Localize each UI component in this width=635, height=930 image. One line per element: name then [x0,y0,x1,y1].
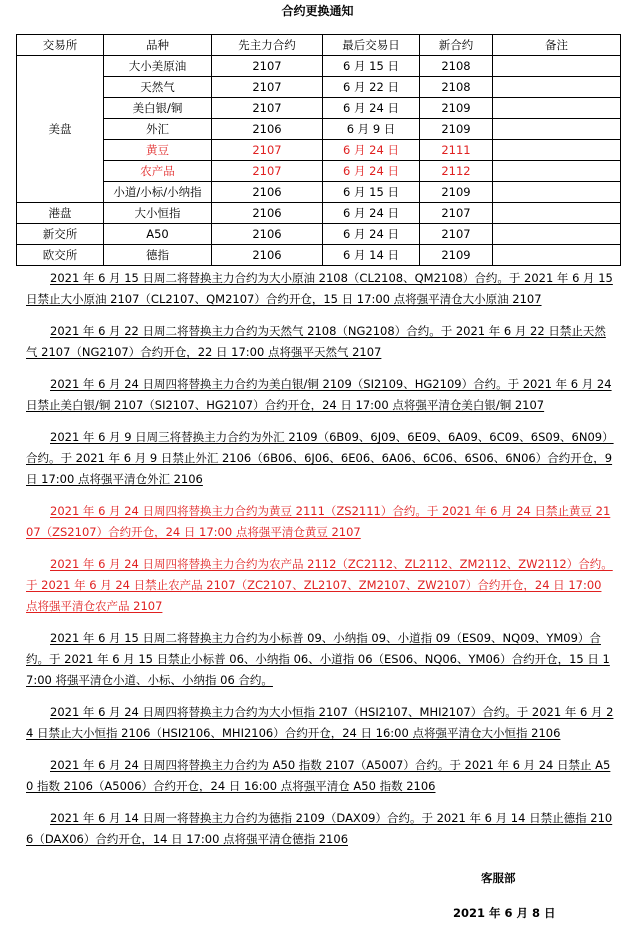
cell-note [493,56,621,77]
signature-department: 客服部 [481,871,516,885]
cell-product: 德指 [104,245,212,266]
table-row [17,98,621,119]
cell-exchange: 欧交所 [17,245,104,266]
cell-note [493,119,621,140]
table-row [17,203,621,224]
table-row [17,161,621,182]
cell-last-trading-day: 6 月 9 日 [323,119,420,140]
notice-paragraph: 2021 年 6 月 9 日周三将替换主力合约为外汇 2109（6B09、6J09、6E09、6A09、6C09、6S09、6N09）合约。于 2021 年 6 月 9 日禁止外汇 2106（6B06、6J06、6E06、6A06、6C06、6S06、6N06）合约开仓，9 日 17:00 点将强平清仓外汇 2106 [26,430,614,486]
table-row [17,119,621,140]
table-row [17,140,621,161]
header-last-trading-day: 最后交易日 [323,35,420,56]
notice-paragraph: 2021 年 6 月 24 日周四将替换主力合约为农产品 2112（ZC2112、ZL2112、ZM2112、ZW2112）合约。于 2021 年 6 月 24 日禁止农产品 2107（ZC2107、ZL2107、ZM2107、ZW2107）合约开仓，24 日 17:00 点将强平清仓农产品 2107 [26,557,613,613]
cell-exchange: 美盘 [17,56,104,203]
contract-table [16,34,621,266]
cell-old-contract: 2107 [212,161,323,182]
cell-old-contract: 2107 [212,77,323,98]
notice-paragraph: 2021 年 6 月 24 日周四将替换主力合约为黄豆 2111（ZS2111）合约。于 2021 年 6 月 24 日禁止黄豆 2107（ZS2107）合约开仓，24 日 17:00 点将强平清仓黄豆 2107 [26,504,611,539]
table-body [17,56,621,266]
table-row [17,77,621,98]
cell-old-contract: 2106 [212,203,323,224]
cell-last-trading-day: 6 月 24 日 [323,224,420,245]
cell-product: 美白银/铜 [104,98,212,119]
cell-last-trading-day: 6 月 24 日 [323,98,420,119]
header-new-contract: 新合约 [420,35,493,56]
cell-last-trading-day: 6 月 24 日 [323,203,420,224]
notice-list [26,268,616,850]
cell-new-contract: 2108 [420,56,493,77]
cell-last-trading-day: 6 月 15 日 [323,56,420,77]
header-note: 备注 [493,35,621,56]
cell-product: 小道/小标/小纳指 [104,182,212,203]
table-row [17,245,621,266]
cell-exchange: 港盘 [17,203,104,224]
notice-paragraph: 2021 年 6 月 22 日周二将替换主力合约为天然气 2108（NG2108）合约。于 2021 年 6 月 22 日禁止天然气 2107（NG2107）合约开仓，22 日 17:00 点将强平天然气 2107 [26,324,606,359]
cell-new-contract: 2109 [420,182,493,203]
header-old-contract: 先主力合约 [212,35,323,56]
cell-new-contract: 2111 [420,140,493,161]
cell-last-trading-day: 6 月 24 日 [323,161,420,182]
cell-product: 外汇 [104,119,212,140]
cell-new-contract: 2109 [420,119,493,140]
cell-old-contract: 2106 [212,245,323,266]
cell-last-trading-day: 6 月 22 日 [323,77,420,98]
cell-note [493,203,621,224]
notice-paragraph: 2021 年 6 月 15 日周二将替换主力合约为小标普 09、小纳指 09、小道指 09（ES09、NQ09、YM09）合约。于 2021 年 6 月 15 日禁止小标普 06、小纳指 06、小道指 06（ES06、NQ06、YM06）合约开仓，15 日 17:00 将强平清仓小道、小标、小纳指 06 合约。 [26,631,610,687]
cell-note [493,140,621,161]
cell-exchange: 新交所 [17,224,104,245]
cell-old-contract: 2107 [212,98,323,119]
cell-new-contract: 2107 [420,224,493,245]
cell-new-contract: 2108 [420,77,493,98]
cell-product: 大小恒指 [104,203,212,224]
cell-new-contract: 2109 [420,245,493,266]
cell-last-trading-day: 6 月 24 日 [323,140,420,161]
cell-old-contract: 2106 [212,182,323,203]
table-row [17,224,621,245]
notice-title: 合约更换通知 [281,4,354,18]
cell-new-contract: 2109 [420,98,493,119]
table-header-row [17,35,621,56]
cell-last-trading-day: 6 月 14 日 [323,245,420,266]
cell-note [493,77,621,98]
signature-date: 2021 年 6 月 8 日 [453,906,556,920]
cell-note [493,98,621,119]
cell-old-contract: 2106 [212,119,323,140]
cell-product: 黄豆 [104,140,212,161]
notice-paragraph: 2021 年 6 月 14 日周一将替换主力合约为德指 2109（DAX09）合约。于 2021 年 6 月 14 日禁止德指 2106（DAX06）合约开仓，14 日 17:00 点将强平清仓德指 2106 [26,811,613,846]
cell-product: 大小美原油 [104,56,212,77]
cell-product: A50 [104,224,212,245]
notice-paragraph: 2021 年 6 月 15 日周二将替换主力合约为大小原油 2108（CL2108、QM2108）合约。于 2021 年 6 月 15 日禁止大小原油 2107（CL2107、QM2107）合约开仓，15 日 17:00 点将强平清仓大小原油 2107 [26,271,613,306]
cell-product: 天然气 [104,77,212,98]
cell-new-contract: 2107 [420,203,493,224]
cell-note [493,182,621,203]
table-row [17,56,621,77]
cell-old-contract: 2106 [212,224,323,245]
cell-new-contract: 2112 [420,161,493,182]
header-product: 品种 [104,35,212,56]
cell-product: 农产品 [104,161,212,182]
notice-paragraph: 2021 年 6 月 24 日周四将替换主力合约为 A50 指数 2107（A5007）合约。于 2021 年 6 月 24 日禁止 A50 指数 2106（A5006）合约开仓，24 日 16:00 点将强平清仓 A50 指数 2106 [26,758,611,793]
notice-paragraph: 2021 年 6 月 24 日周四将替换主力合约为美白银/铜 2109（SI2109、HG2109）合约。于 2021 年 6 月 24 日禁止美白银/铜 2107（SI2107、HG2107）合约开仓，24 日 17:00 点将强平清仓美白银/铜 2107 [26,377,612,412]
cell-last-trading-day: 6 月 15 日 [323,182,420,203]
cell-note [493,224,621,245]
cell-old-contract: 2107 [212,56,323,77]
cell-note [493,245,621,266]
cell-note [493,161,621,182]
notice-paragraph: 2021 年 6 月 24 日周四将替换主力合约为大小恒指 2107（HSI2107、MHI2107）合约。于 2021 年 6 月 24 日禁止大小恒指 2106（HSI2106、MHI2106）合约开仓，24 日 16:00 点将强平清仓大小恒指 2106 [26,705,614,740]
cell-old-contract: 2107 [212,140,323,161]
table-row [17,182,621,203]
header-exchange: 交易所 [17,35,104,56]
